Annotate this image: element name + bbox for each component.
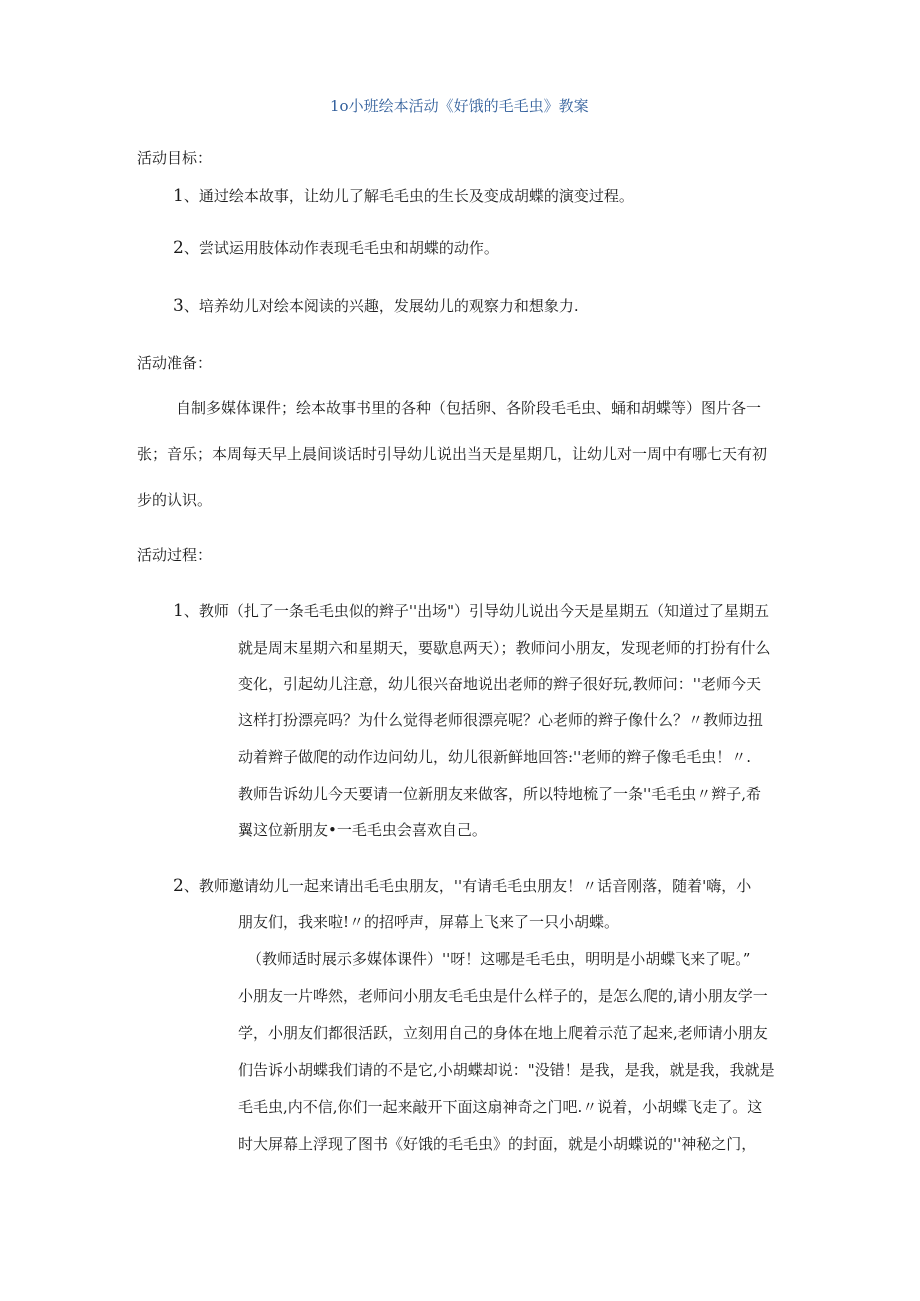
goals-heading: 活动目标： [137,149,213,167]
step-line: 学，小朋友们都很活跃，立刻用自己的身体在地上爬着示范了起来,老师请小朋友 [238,1024,768,1042]
step-line: 翼这位新朋友•一毛毛虫会喜欢自己。 [238,821,487,839]
prep-line: 张；音乐；本周每天早上晨间谈话时引导幼儿说出当天是星期几，让幼儿对一周中有哪七天有初 [137,445,768,463]
goal-number: 3 [173,296,184,316]
step-line: 这样打扮漂亮吗？为什么觉得老师很漂亮呢？心老师的辫子像什么？〃教师边扭 [238,711,764,729]
goal-item [173,186,634,206]
step-line: 朋友们，我来啦!〃的招呼声，屏幕上飞来了一只小胡蝶。 [238,913,620,931]
step-line: 毛毛虫,内不信,你们一起来敲开下面这扇神奇之门吧.〃说着，小胡蝶飞走了。这 [238,1098,763,1116]
step-line: 就是周末星期六和星期天，要歇息两天）；教师问小朋友，发现老师的打扮有什么 [238,639,771,657]
step-line: 时大屏幕上浮现了图书《好饿的毛毛虫》的封面，就是小胡蝶说的''神秘之门， [238,1135,757,1153]
step-line: 教师告诉幼儿今天要请一位新朋友来做客，所以特地梳了一条''毛毛虫〃辫子,希 [238,785,762,803]
goal-item [173,238,499,258]
prep-line: 自制多媒体课件；绘本故事书里的各种（包括卵、各阶段毛毛虫、蛹和胡蝶等）图片各一 [176,399,762,417]
step-line: 动着辫子做爬的动作边问幼儿，幼儿很新鲜地回答:''老师的辫子像毛毛虫！〃. [238,748,752,766]
doc-title: 1o小班绘本活动《好饿的毛毛虫》教案 [330,97,589,115]
step-first-line [173,876,751,896]
goal-text: 、通过绘本故事，让幼儿了解毛毛虫的生长及变成胡蝶的演变过程。 [183,187,634,205]
step-text: 、教师邀请幼儿一起来请出毛毛虫朋友，''有请毛毛虫朋友！〃话音刚落，随着'嗨，小 [183,877,752,895]
step-text: 、教师（扎了一条毛毛虫似的辫子''出场"）引导幼儿说出今天是星期五（知道过了星期五 [183,602,769,620]
process-heading: 活动过程： [137,546,213,564]
goal-number: 1 [173,186,184,206]
goal-item [173,296,579,316]
prep-line: 步的认识。 [137,491,213,509]
step-number: 2 [173,876,184,896]
step-number: 1 [173,601,184,621]
goal-text: 、尝试运用肢体动作表现毛毛虫和胡蝶的动作。 [183,239,499,257]
step-first-line [173,601,769,621]
goal-text: 、培养幼儿对绘本阅读的兴趣，发展幼儿的观察力和想象力. [183,297,579,315]
prep-heading: 活动准备： [137,354,213,372]
step-line: 小朋友一片哗然，老师问小朋友毛毛虫是什么样子的，是怎么爬的,请小朋友学一 [238,987,768,1005]
step-line: 们告诉小胡蝶我们请的不是它,小胡蝶却说："没错！是我，是我，就是我，我就是 [238,1061,775,1079]
step-line: 变化，引起幼儿注意，幼儿很兴奋地说出老师的辫子很好玩,教师问：''老师今天 [238,675,762,693]
goal-number: 2 [173,238,184,258]
step-line: （教师适时展示多媒体课件）''呀！这哪是毛毛虫，明明是小胡蝶飞来了呢。” [247,950,751,968]
